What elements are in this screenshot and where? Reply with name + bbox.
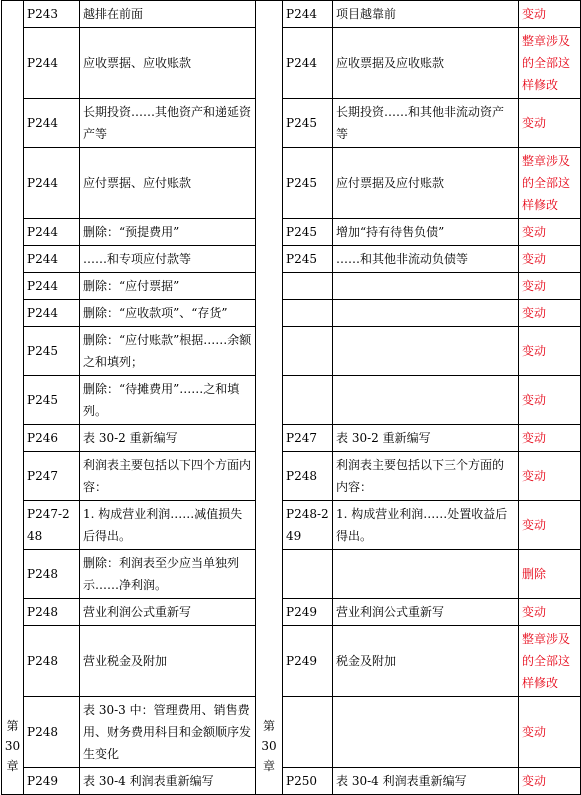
old-page: P245 bbox=[24, 376, 80, 425]
new-page: P245 bbox=[283, 99, 333, 148]
new-content: 应收票据及应收账款 bbox=[333, 28, 519, 99]
new-content: ……和其他非流动负债等 bbox=[333, 246, 519, 273]
new-content: 长期投资……和其他非流动资产等 bbox=[333, 99, 519, 148]
old-content: 长期投资……其他资产和递延资产等 bbox=[80, 99, 256, 148]
change-status: 变动 bbox=[519, 300, 581, 327]
old-page: P243 bbox=[24, 1, 80, 28]
old-content: 营业税金及附加 bbox=[80, 626, 256, 697]
change-status: 变动 bbox=[519, 99, 581, 148]
change-status: 变动 bbox=[519, 501, 581, 550]
old-content: 删除：“待摊费用”……之和填列。 bbox=[80, 376, 256, 425]
old-page: P245 bbox=[24, 327, 80, 376]
change-status: 整章涉及的全部这样修改 bbox=[519, 148, 581, 219]
new-page: P249 bbox=[283, 599, 333, 626]
new-content: 表 30-2 重新编写 bbox=[333, 425, 519, 452]
change-status: 变动 bbox=[519, 273, 581, 300]
old-page: P247-248 bbox=[24, 501, 80, 550]
new-content bbox=[333, 550, 519, 599]
change-status: 删除 bbox=[519, 550, 581, 599]
new-page: P245 bbox=[283, 246, 333, 273]
new-page: P248 bbox=[283, 452, 333, 501]
old-page: P246 bbox=[24, 425, 80, 452]
revision-table bbox=[1, 0, 581, 795]
old-content: 应收票据、应收账款 bbox=[80, 28, 256, 99]
table-row bbox=[2, 273, 581, 300]
old-page: P249 bbox=[24, 768, 80, 795]
table-row bbox=[2, 501, 581, 550]
table-row bbox=[2, 626, 581, 697]
old-page: P244 bbox=[24, 300, 80, 327]
old-content: 表 30-3 中：管理费用、销售费用、财务费用科目和金额顺序发生变化 bbox=[80, 697, 256, 768]
old-content: ……和专项应付款等 bbox=[80, 246, 256, 273]
old-page: P244 bbox=[24, 273, 80, 300]
table-row bbox=[2, 376, 581, 425]
new-content: 应付票据及应付账款 bbox=[333, 148, 519, 219]
change-status: 整章涉及的全部这样修改 bbox=[519, 626, 581, 697]
change-status: 变动 bbox=[519, 219, 581, 246]
old-page: P248 bbox=[24, 599, 80, 626]
new-content: 营业利润公式重新写 bbox=[333, 599, 519, 626]
new-content: 税金及附加 bbox=[333, 626, 519, 697]
old-page: P244 bbox=[24, 148, 80, 219]
table-row bbox=[2, 599, 581, 626]
new-page: P249 bbox=[283, 626, 333, 697]
chapter-label-left bbox=[2, 1, 24, 795]
new-page bbox=[283, 550, 333, 599]
old-content: 利润表主要包括以下四个方面内容： bbox=[80, 452, 256, 501]
new-page bbox=[283, 697, 333, 768]
new-content bbox=[333, 376, 519, 425]
old-content: 删除：“应付账款”根据……余额之和填列； bbox=[80, 327, 256, 376]
old-content: 1. 构成营业利润……减值损失后得出。 bbox=[80, 501, 256, 550]
old-content: 应付票据、应付账款 bbox=[80, 148, 256, 219]
table-row bbox=[2, 300, 581, 327]
new-page bbox=[283, 327, 333, 376]
old-page: P248 bbox=[24, 550, 80, 599]
change-status: 变动 bbox=[519, 376, 581, 425]
new-page bbox=[283, 273, 333, 300]
old-page: P248 bbox=[24, 626, 80, 697]
change-status: 变动 bbox=[519, 452, 581, 501]
chapter-text: 第 bbox=[262, 719, 275, 733]
old-content: 删除：利润表至少应当单独列示……净利润。 bbox=[80, 550, 256, 599]
chapter-text: 30 bbox=[261, 739, 277, 753]
chapter-label-right bbox=[256, 1, 283, 795]
new-page: P247 bbox=[283, 425, 333, 452]
new-page: P244 bbox=[283, 28, 333, 99]
new-content bbox=[333, 300, 519, 327]
new-page: P245 bbox=[283, 219, 333, 246]
old-page: P244 bbox=[24, 219, 80, 246]
new-page: P250 bbox=[283, 768, 333, 795]
table-row bbox=[2, 28, 581, 99]
table-row bbox=[2, 246, 581, 273]
new-content: 1. 构成营业利润……处置收益后得出。 bbox=[333, 501, 519, 550]
old-content: 删除：“预提费用” bbox=[80, 219, 256, 246]
change-status: 变动 bbox=[519, 327, 581, 376]
new-content: 利润表主要包括以下三个方面的内容： bbox=[333, 452, 519, 501]
change-status: 变动 bbox=[519, 1, 581, 28]
old-content: 营业利润公式重新写 bbox=[80, 599, 256, 626]
new-content: 表 30-4 利润表重新编写 bbox=[333, 768, 519, 795]
old-content: 删除：“应收款项”、“存货” bbox=[80, 300, 256, 327]
new-content: 项目越靠前 bbox=[333, 1, 519, 28]
chapter-text: 章 bbox=[262, 759, 275, 773]
old-page: P248 bbox=[24, 697, 80, 768]
new-content bbox=[333, 273, 519, 300]
new-page: P245 bbox=[283, 148, 333, 219]
new-page: P248-249 bbox=[283, 501, 333, 550]
chapter-text: 章 bbox=[6, 759, 19, 773]
table-row bbox=[2, 1, 581, 28]
table-row bbox=[2, 148, 581, 219]
change-status: 整章涉及的全部这样修改 bbox=[519, 28, 581, 99]
table-row bbox=[2, 219, 581, 246]
old-content: 表 30-2 重新编写 bbox=[80, 425, 256, 452]
old-content: 越排在前面 bbox=[80, 1, 256, 28]
new-page bbox=[283, 376, 333, 425]
new-page: P244 bbox=[283, 1, 333, 28]
new-content: 增加“持有待售负债” bbox=[333, 219, 519, 246]
change-status: 变动 bbox=[519, 697, 581, 768]
new-content bbox=[333, 327, 519, 376]
table-row bbox=[2, 550, 581, 599]
old-page: P244 bbox=[24, 246, 80, 273]
table-row bbox=[2, 99, 581, 148]
table-row bbox=[2, 425, 581, 452]
table-row bbox=[2, 697, 581, 768]
table-row bbox=[2, 452, 581, 501]
old-content: 表 30-4 利润表重新编写 bbox=[80, 768, 256, 795]
old-page: P244 bbox=[24, 99, 80, 148]
chapter-text: 第 bbox=[6, 719, 19, 733]
old-page: P247 bbox=[24, 452, 80, 501]
new-content bbox=[333, 697, 519, 768]
change-status: 变动 bbox=[519, 246, 581, 273]
new-page bbox=[283, 300, 333, 327]
old-content: 删除：“应付票据” bbox=[80, 273, 256, 300]
change-status: 变动 bbox=[519, 768, 581, 795]
chapter-text: 30 bbox=[4, 739, 21, 753]
table-row bbox=[2, 327, 581, 376]
old-page: P244 bbox=[24, 28, 80, 99]
change-status: 变动 bbox=[519, 599, 581, 626]
change-status: 变动 bbox=[519, 425, 581, 452]
table-row bbox=[2, 768, 581, 795]
